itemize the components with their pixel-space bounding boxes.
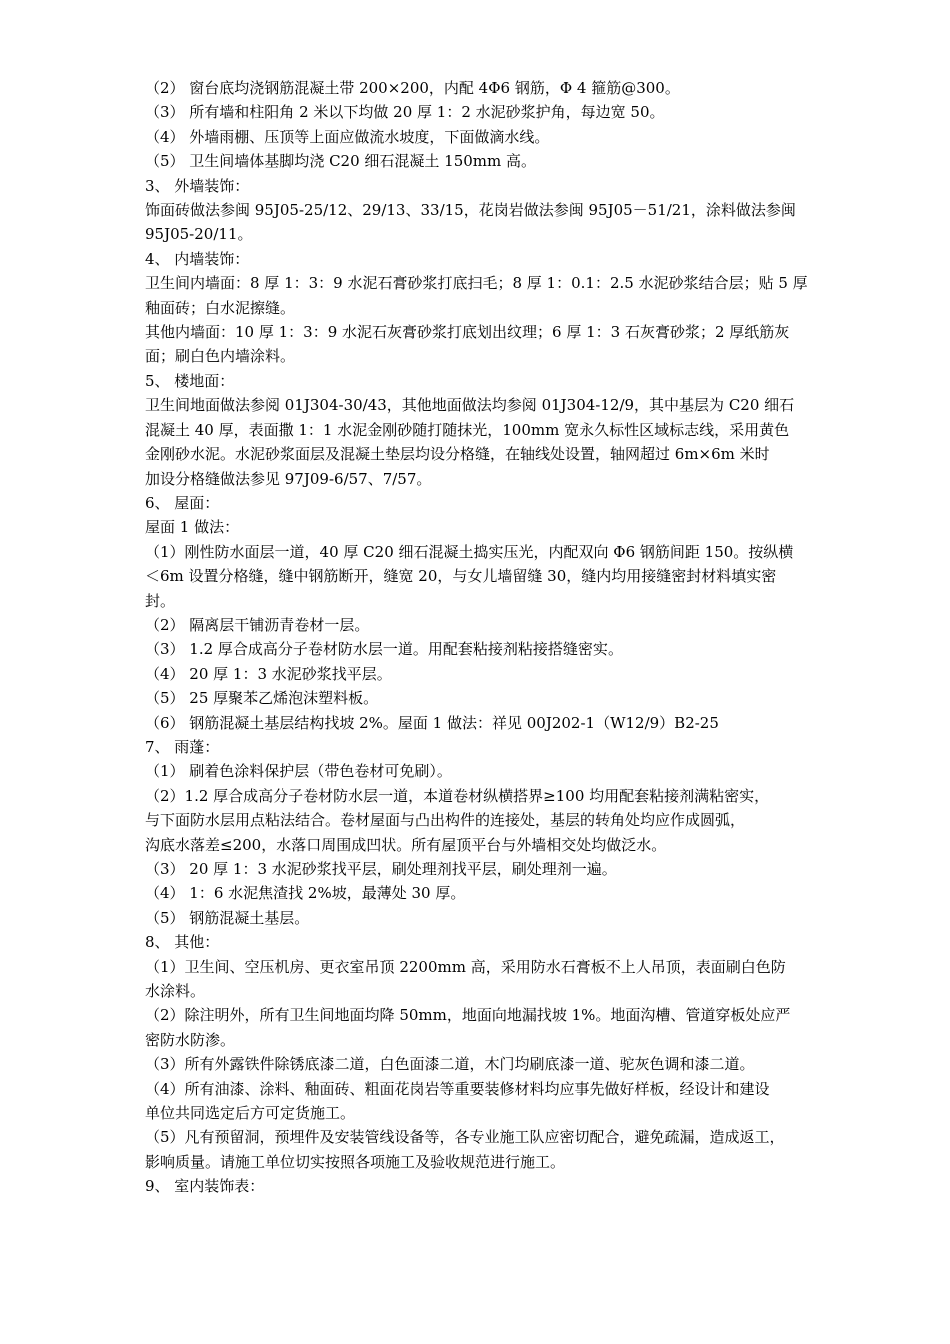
text-line: （5） 钢筋混凝土基层。 <box>145 908 310 927</box>
text-line: 沟底水落差≤200，水落口周围成凹状。所有屋顶平台与外墙相交处均做泛水。 <box>145 835 667 854</box>
text-line: （1）刚性防水面层一道，40 厚 C20 细石混凝土捣实压光，内配双向 Φ6 钢筋间距 150。按纵横 <box>145 542 794 561</box>
text-line: （3） 1.2 厚合成高分子卷材防水层一道。用配套粘接剂粘接搭缝密实。 <box>145 640 623 659</box>
text-line: （2） 窗台底均浇钢筋混凝土带 200×200，内配 4Φ6 钢筋，Φ 4 箍筋@300。 <box>145 79 680 97</box>
section-heading: 6、 屋面： <box>145 493 220 512</box>
text-line: （5） 卫生间墙体基脚均浇 C20 细石混凝土 150mm 高。 <box>145 152 537 171</box>
text-line: 釉面砖；白水泥擦缝。 <box>145 298 296 317</box>
text-line: （4） 外墙雨棚、压顶等上面应做流水坡度，下面做滴水线。 <box>145 127 550 146</box>
text-line: （5）凡有预留洞，预埋件及安装管线设备等，各专业施工队应密切配合，避免疏漏，造成返工， <box>145 1128 785 1147</box>
text-line: 加设分格缝做法参见 97J09-6/57、7/57。 <box>145 469 432 488</box>
text-line: 水涂料。 <box>145 982 206 1001</box>
section-heading: 8、 其他： <box>145 933 220 952</box>
text-line: 影响质量。请施工单位切实按照各项施工及验收规范进行施工。 <box>145 1152 566 1171</box>
text-line: （1） 刷着色涂料保护层（带色卷材可免刷）。 <box>145 762 452 781</box>
text-line: 屋面 1 做法： <box>145 518 240 537</box>
text-line: 95J05-20/11。 <box>145 225 253 244</box>
section-heading: 3、 外墙装饰： <box>145 176 250 195</box>
text-line: （4）所有油漆、涂料、釉面砖、粗面花岗岩等重要装修材料均应事先做好样板，经设计和建设 <box>145 1079 770 1098</box>
text-line: 面；刷白色内墙涂料。 <box>145 347 296 366</box>
text-line: （4） 1：6 水泥焦渣找 2%坡，最薄处 30 厚。 <box>145 884 466 903</box>
text-line: 密防水防渗。 <box>145 1030 236 1049</box>
text-line: （3）所有外露铁件除锈底漆二道，白色面漆二道，木门均刷底漆一道、驼灰色调和漆二道。 <box>145 1055 755 1074</box>
text-line: 与下面防水层用点粘法结合。卷材屋面与凸出构件的连接处，基层的转角处均应作成圆弧， <box>145 811 746 830</box>
text-line: 混凝土 40 厚，表面撒 1：1 水泥金刚砂随打随抹光，100mm 宽永久标性区域标志线，采用黄色 <box>145 420 790 439</box>
section-heading: 4、 内墙装饰： <box>145 249 250 268</box>
text-line: 单位共同选定后方可定货施工。 <box>145 1104 356 1123</box>
text-line: 卫生间内墙面：8 厚 1：3：9 水泥石膏砂浆打底扫毛；8 厚 1：0.1：2.5 水泥砂浆结合层；贴 5 厚 <box>145 274 808 293</box>
text-line: 饰面砖做法参闽 95J05-25/12、29/13、33/15，花岗岩做法参闽 95J05－51/21，涂料做法参闽 <box>145 201 796 220</box>
text-line: （5） 25 厚聚苯乙烯泡沫塑料板。 <box>145 689 379 708</box>
text-line: ＜6m 设置分格缝，缝中钢筋断开，缝宽 20，与女儿墙留缝 30，缝内均用接缝密封材料填实密 <box>145 567 777 586</box>
text-line: 卫生间地面做法参阅 01J304-30/43，其他地面做法均参阅 01J304-12/9，其中基层为 C20 细石 <box>145 396 795 415</box>
section-heading: 9、 室内装饰表： <box>145 1177 265 1196</box>
section-heading: 7、 雨蓬： <box>145 737 220 756</box>
section-heading: 5、 楼地面： <box>145 371 235 390</box>
text-line: 金刚砂水泥。水泥砂浆面层及混凝土垫层均设分格缝，在轴线处设置，轴网超过 6m×6m 米时 <box>145 445 770 464</box>
text-line: 其他内墙面：10 厚 1：3：9 水泥石灰膏砂浆打底划出纹理；6 厚 1：3 石灰膏砂浆；2 厚纸筋灰 <box>145 323 790 342</box>
text-line: （1）卫生间、空压机房、更衣室吊顶 2200mm 高，采用防水石膏板不上人吊顶，表面刷白色防 <box>145 957 786 976</box>
text-line: （2） 隔离层干铺沥青卷材一层。 <box>145 615 370 634</box>
text-line: （2）除注明外，所有卫生间地面均降 50mm，地面向地漏找坡 1%。地面沟槽、管道穿板处应严 <box>145 1006 791 1025</box>
text-line: （6） 钢筋混凝土基层结构找坡 2%。屋面 1 做法：祥见 00J202-1（W12/9）B2-25 <box>145 713 719 732</box>
text-line: （3） 所有墙和柱阳角 2 米以下均做 20 厚 1：2 水泥砂浆护角，每边宽 50。 <box>145 103 665 122</box>
text-line: （3） 20 厚 1：3 水泥砂浆找平层，刷处理剂找平层，刷处理剂一遍。 <box>145 860 617 878</box>
document-body <box>145 76 815 1199</box>
text-line: （2）1.2 厚合成高分子卷材防水层一道，本道卷材纵横搭界≥100 均用配套粘接剂满粘密实， <box>145 786 770 805</box>
text-line: （4） 20 厚 1：3 水泥砂浆找平层。 <box>145 664 392 683</box>
text-line: 封。 <box>145 591 176 610</box>
